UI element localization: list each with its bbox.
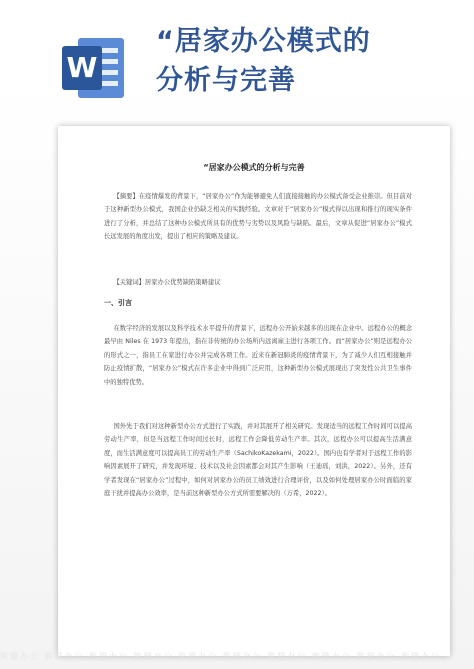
title-line-2: 分析与完善 <box>156 65 296 96</box>
intro-paragraph-2: 国外先于我们对这种新型办公方式进行了实践，并对其展开了相关研究。发现适当的远程工作时间可以提高劳动生产率，但是当远程工作时间过长时，远程工作会降低劳动生产率。其次，远程办公可以提高生活满意度，而生活满意度可以提高员工的劳动生产率（SachikoKazekami，2022）。国内也有学者对于远程工作的影响因素展开了研究，并发现环境、技术以及社会因素都会对其产生影响（王迪瑶，刘洪，2022）。另外，还有学者发现在“居家办公”过程中，如何对居家办公的员工绩效进行合理评价，以及如何处理居家办公时面临的家庭干扰并提高办公效率，是当前这种新型办公方式所需要解决的（万希，2022）。 <box>104 423 412 498</box>
watermark-strip: 熊猫办公 熊猫办公 熊猫办公 熊猫办公 熊猫办公 熊猫办公 熊猫办公 熊猫办公 熊猫办公 熊猫办公 <box>0 652 441 661</box>
section-heading-introduction: 一、引言 <box>104 299 132 307</box>
word-logo-letter: W <box>66 51 98 84</box>
page-title <box>156 22 466 100</box>
word-icon <box>58 32 130 104</box>
keywords-line: 【关键词】居家办公优势缺陷策略建议 <box>113 279 221 286</box>
title-line-1: “居家办公模式的 <box>156 26 371 57</box>
abstract-paragraph: 【摘要】在疫情爆发的背景下，“居家办公”作为能够避免人们直接接触的办公模式备受企业推崇。但目前对于这种新型办公模式，我国企业仍缺乏相关的实践经验。文章对于“居家办公”模式得以出现和推行的现实条件进行了分析，并总结了这种办公模式所具有的优势与劣势以及风险与缺陷。最后，文章从促进“居家办公”模式长远发展的角度出发，提出了相应的策略及建议。 <box>104 193 412 241</box>
document-page <box>58 126 450 656</box>
document-title: “居家办公模式的分析与完善 <box>203 163 305 172</box>
intro-paragraph-1: 在数字经济的发展以及科学技术水平提升的背景下，远程办公开始来越多的出现在企业中。远程办公的概念最早由 Niles 在 1973 年提出，指在非传统的办公场所内远离雇主进行各项工作。而“居家办公”则是远程办公的形式之一，指员工在家进行办公并完成各项工作。近来在新冠肺炎的疫情背景下，为了减少人们互相接触并防止疫情扩散，“居家办公”模式在许多企业中得到广泛应用，这种新型办公模式展现出了突发性公共卫生事件中的独特优势。 <box>104 325 412 386</box>
